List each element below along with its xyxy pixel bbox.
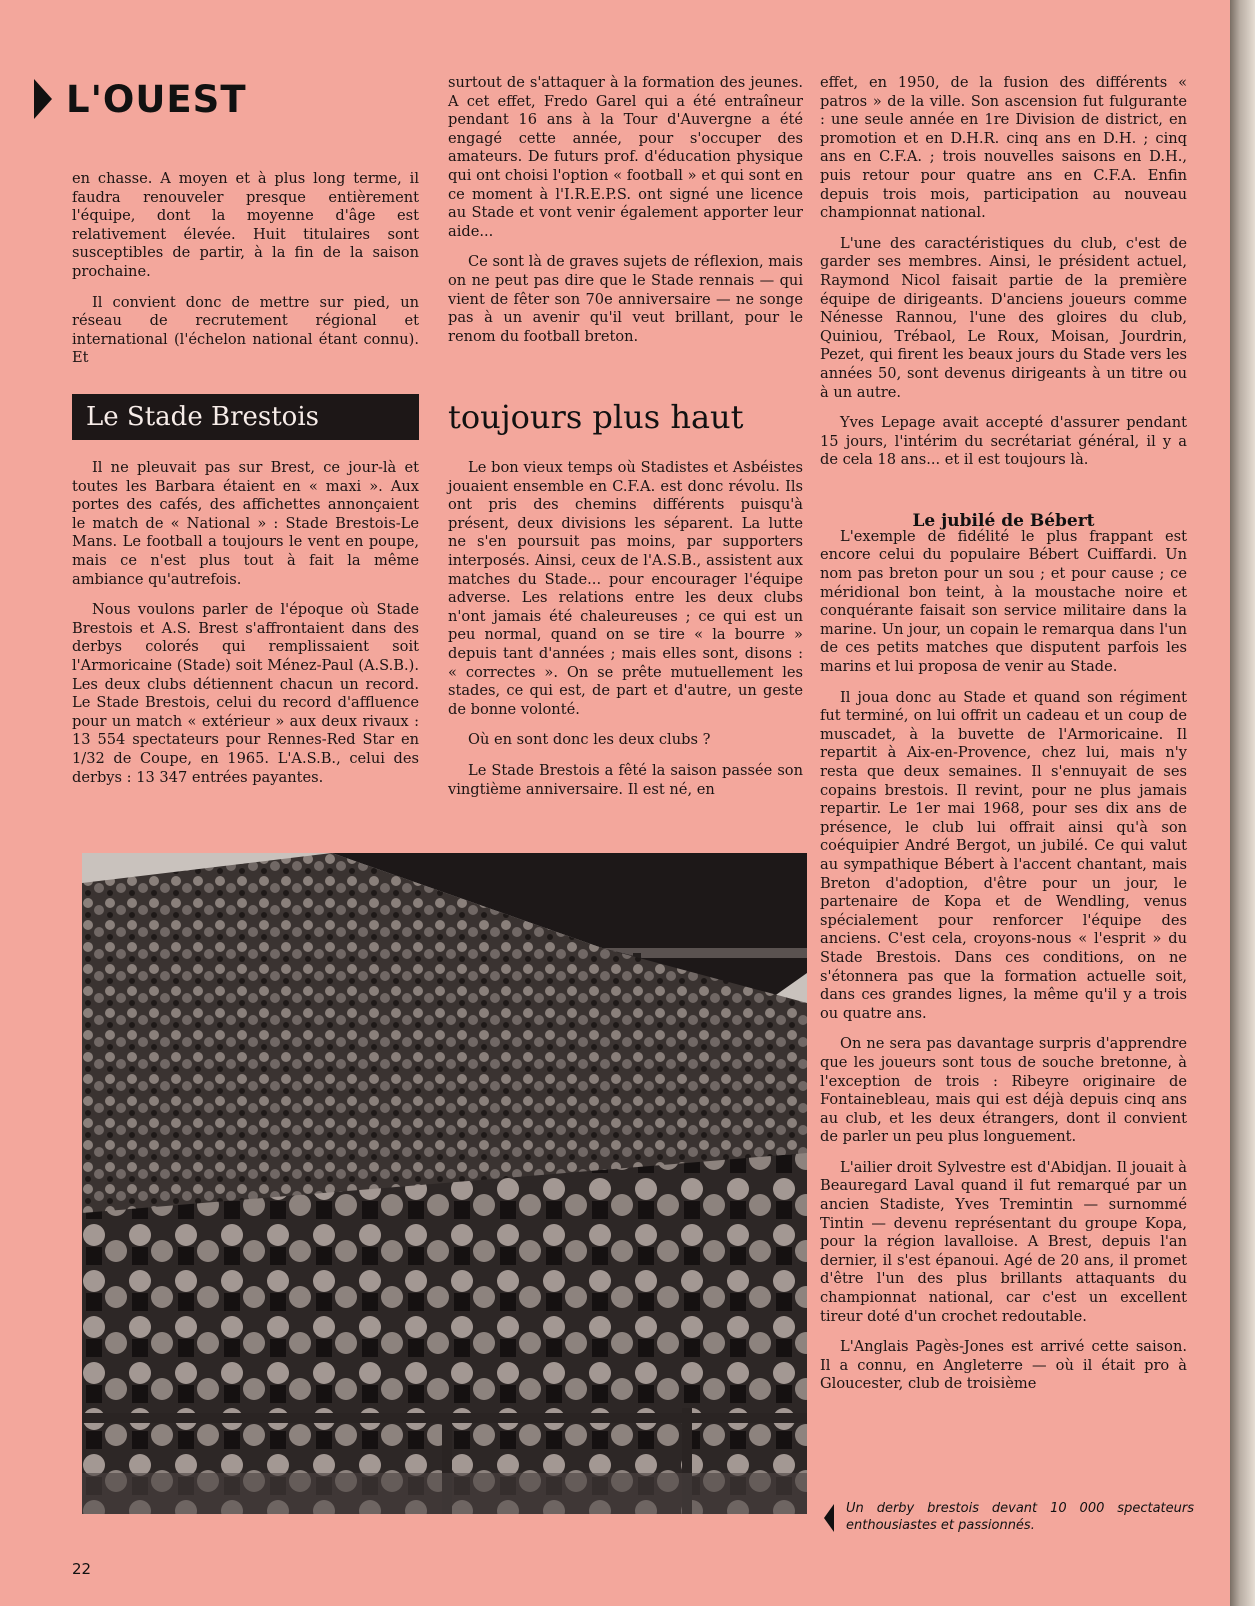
paragraph: Le bon vieux temps où Stadistes et Asbéistes jouaient ensemble en C.F.A. est donc révolu. Ils ont pris des chemins différents puisqu'à présent, deux divisions les séparent. La lutte ne s'en poursuit pas moins, par supporters interposés. Ainsi, ceux de l'A.S.B., assistent aux matches du Stade... pour encourager l'équipe adverse. Les relations entre les deux clubs n'ont jamais été chaleureuses ; ce qui est un peu normal, quand on se tire « la bourre » depuis tant d'années ; mais elles sont, disons : « correctes ». On se prête mutuellement les stades, ce qui est, de part et d'autre, un geste de bonne volonté.	[448, 459, 803, 718]
paragraph: Ce sont là de graves sujets de réflexion, mais on ne peut pas dire que le Stade rennais — qui vient de fêter son 70e anniversaire — ne songe pas à un avenir qu'il veut brillant, pour le renom du football breton.	[448, 253, 803, 345]
article-column-right	[820, 74, 1187, 1406]
section-title: L'OUEST	[66, 77, 247, 121]
article-column-middle	[448, 459, 803, 811]
paragraph: L'ailier droit Sylvestre est d'Abidjan. Il jouait à Beauregard Laval quand il fut remarqué par un ancien Stadiste, Yves Tremintin — surnommé Tintin — devenu représentant du groupe Kopa, pour la région lavalloise. A Brest, depuis l'an dernier, il s'est épanoui. Agé de 20 ans, il promet d'être l'un des plus brillants attaquants du championnat national, car c'est un excellent tireur doté d'un crochet redoutable.	[820, 1158, 1187, 1325]
paragraph: Il joua donc au Stade et quand son régiment fut terminé, on lui offrit un cadeau et un coup de muscadet, à la buvette de l'Armoricaine. Il repartit à Aix-en-Provence, chez lui, mais n'y resta que deux semaines. Il s'ennuyait de ses copains brestois. Il revint, pour ne plus jamais repartir. Le 1er mai 1968, pour ses dix ans de présence, le club lui offrait ainsi qu'à son coéquipier André Bergot, un jubilé. Ce qui valut au sympathique Bébert à l'accent chantant, mais Breton d'adoption, d'être pour un jour, le partenaire de Kopa et de Wendling, venus spécialement pour renforcer l'équipe des anciens. C'est cela, croyons-nous « l'esprit » du Stade Brestois. Dans ces conditions, on ne s'étonnera pas que la formation actuelle soit, dans ces grandes lignes, la même qu'il y a trois ou quatre ans.	[820, 688, 1187, 1022]
paragraph: L'Anglais Pagès-Jones est arrivé cette saison. Il a connu, en Angleterre — où il était pro à Gloucester, club de troisième	[820, 1338, 1187, 1393]
article-headline: toujours plus haut	[448, 398, 744, 436]
paragraph: L'une des caractéristiques du club, c'est de garder ses membres. Ainsi, le président actuel, Raymond Nicol faisait partie de la première équipe de dirigeants. D'anciens joueurs comme Nénesse Rannou, l'une des gloires du club, Quiniou, Trébaol, Le Roux, Moisan, Jourdrin, Pezet, qui firent les beaux jours du Stade vers les années 50, sont devenus dirigeants à un titre ou à un autre.	[820, 234, 1187, 401]
crowd-photo	[82, 853, 807, 1514]
article-banner-title: Le Stade Brestois	[72, 394, 419, 440]
previous-article-column-2	[448, 74, 803, 358]
paragraph: effet, en 1950, de la fusion des différents « patros » de la ville. Son ascension fut fulgurante : une seule année en 1re Division de district, en promotion et en D.H.R. cinq ans en D.H. ; cinq ans en C.F.A. ; trois nouvelles saisons en D.H., puis retour pour quatre ans en C.F.A. Enfin depuis trois mois, participation au nouveau championnat national.	[820, 74, 1187, 222]
paragraph: Il ne pleuvait pas sur Brest, ce jour-là et toutes les Barbara étaient en « maxi ». Aux portes des cafés, des affichettes annonçaient le match de « National » : Stade Brestois-Le Mans. Le football a toujours le vent en poupe, mais ce n'est plus tout à fait la même ambiance qu'autrefois.	[72, 459, 419, 588]
paragraph: L'exemple de fidélité le plus frappant est encore celui du populaire Bébert Cuiffardi. Un nom pas breton pour un sou ; et pour cause ; ce méridional bon teint, à la moustache noire et conquérante faisait son service militaire dans la marine. Un jour, un copain le remarqua dans l'un de ces petits matches que disputent parfois les marins et lui proposa de venir au Stade.	[820, 527, 1187, 676]
paragraph: Le Stade Brestois a fêté la saison passée son vingtième anniversaire. Il est né, en	[448, 761, 803, 798]
caption-arrow-icon	[824, 1504, 834, 1532]
article-column-left	[72, 459, 419, 799]
paragraph: en chasse. A moyen et à plus long terme, il faudra renouveler presque entièrement l'équipe, dont la moyenne d'âge est relativement élevée. Huit titulaires sont susceptibles de partir, à la fin de la saison prochaine.	[72, 170, 419, 280]
paragraph: Où en sont donc les deux clubs ?	[468, 731, 711, 749]
subhead-jubile: Le jubilé de Bébert	[912, 511, 1095, 531]
photo-caption-block	[824, 1500, 1194, 1534]
page-number: 22	[72, 1560, 92, 1578]
paragraph: On ne sera pas davantage surpris d'apprendre que les joueurs sont tous de souche bretonne, à l'exception de trois : Ribeyre originaire de Fontainebleau, mais qui est déjà depuis cinq ans au club, et les deux étrangers, dont il convient de parler un peu plus longuement.	[820, 1035, 1187, 1146]
crowd-photo-graphic	[82, 853, 807, 1514]
previous-article-column-1	[72, 170, 419, 380]
paragraph: Nous voulons parler de l'époque où Stade Brestois et A.S. Brest s'affrontaient dans des derbys colorés qui remplissaient soit l'Armoricaine (Stade) soit Ménez-Paul (A.S.B.). Les deux clubs détiennent chacun un record. Le Stade Brestois, celui du record d'affluence pour un match « extérieur » aux deux rivaux : 13 554 spectateurs pour Rennes-Red Star en 1/32 de Coupe, en 1965. L'A.S.B., celui des derbys : 13 347 entrées payantes.	[72, 601, 419, 786]
paragraph: Yves Lepage avait accepté d'assurer pendant 15 jours, l'intérim du secrétariat général, il y a de cela 18 ans... et il est toujours là.	[820, 414, 1187, 469]
page-edge	[1230, 0, 1255, 1606]
section-arrow-icon	[34, 79, 52, 119]
section-header	[34, 76, 247, 122]
photo-caption: Un derby brestois devant 10 000 spectateurs enthousiastes et passionnés.	[846, 1501, 1194, 1533]
paragraph: surtout de s'attaquer à la formation des jeunes. A cet effet, Fredo Garel qui a été entraîneur pendant 16 ans à la Tour d'Auvergne a été engagé cette année, pour s'occuper des amateurs. De futurs prof. d'éducation physique qui ont choisi l'option « football » et qui sont en ce moment à l'I.R.E.P.S. ont signé une licence au Stade et vont venir également apporter leur aide...	[448, 74, 803, 240]
paragraph: Il convient donc de mettre sur pied, un réseau de recrutement régional et international (l'échelon national étant connu). Et	[72, 293, 419, 367]
